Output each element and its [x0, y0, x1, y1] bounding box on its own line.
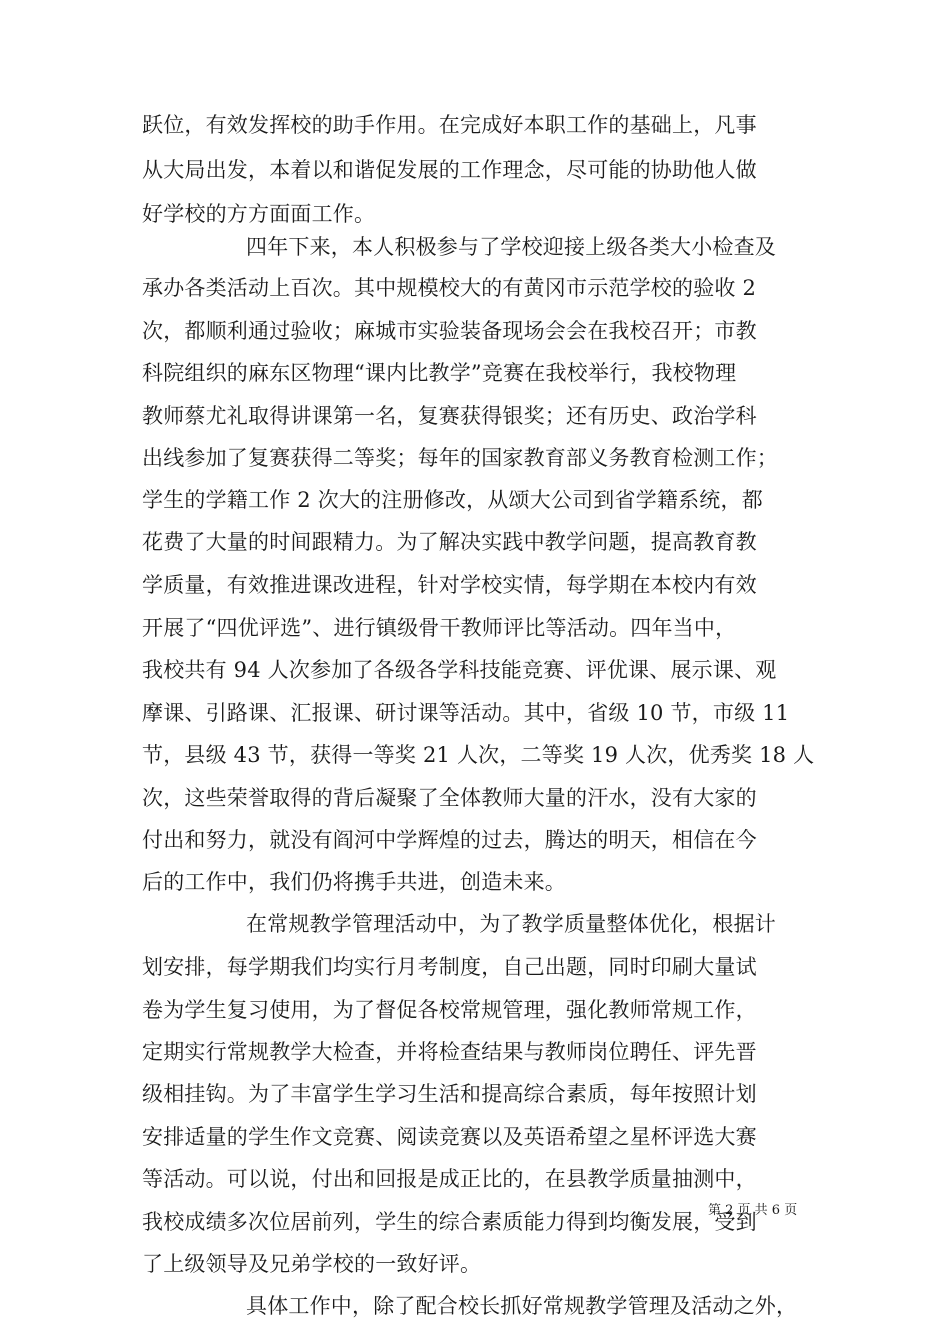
text-line: 级相挂钩。为了丰富学生学习生活和提高综合素质，每年按照计划	[142, 1082, 757, 1106]
text-line: 次，这些荣誉取得的背后凝聚了全体教师大量的汗水，没有大家的	[142, 786, 757, 810]
text-line: 科院组织的麻东区物理“课内比教学”竞赛在我校举行，我校物理	[142, 361, 737, 385]
text-line: 付出和努力，就没有阎河中学辉煌的过去，腾达的明天，相信在今	[142, 828, 757, 852]
text-line: 学质量，有效推进课改进程，针对学校实情，每学期在本校内有效	[142, 573, 757, 597]
text-line: 在常规教学管理活动中，为了教学质量整体优化，根据计	[246, 912, 776, 936]
text-line: 出线参加了复赛获得二等奖；每年的国家教育部义务教育检测工作；	[142, 446, 778, 470]
text-line: 承办各类活动上百次。其中规模校大的有黄冈市示范学校的验收 2	[142, 276, 757, 300]
text-line: 卷为学生复习使用，为了督促各校常规管理，强化教师常规工作，	[142, 998, 757, 1022]
text-line: 从大局出发，本着以和谐促发展的工作理念，尽可能的协助他人做	[142, 158, 757, 182]
page-number-footer: 第 2 页 共 6 页	[708, 1203, 798, 1218]
text-line: 节，县级 43 节，获得一等奖 21 人次，二等奖 19 人次，优秀奖 18 人	[142, 743, 815, 767]
text-line: 教师蔡尤礼取得讲课第一名，复赛获得银奖；还有历史、政治学科	[142, 404, 757, 428]
text-line: 我校成绩多次位居前列，学生的综合素质能力得到均衡发展，受到	[142, 1210, 757, 1234]
text-line: 具体工作中，除了配合校长抓好常规教学管理及活动之外，	[246, 1294, 798, 1318]
text-line: 我校共有 94 人次参加了各级各学科技能竞赛、评优课、展示课、观	[142, 658, 777, 682]
text-line: 好学校的方方面面工作。	[142, 202, 376, 226]
text-line: 等活动。可以说，付出和回报是成正比的，在县教学质量抽测中，	[142, 1167, 757, 1191]
text-line: 后的工作中，我们仍将携手共进，创造未来。	[142, 870, 566, 894]
text-line: 安排适量的学生作文竞赛、阅读竞赛以及英语希望之星杯评选大赛	[142, 1125, 757, 1149]
text-line: 划安排，每学期我们均实行月考制度，自己出题，同时印刷大量试	[142, 955, 757, 979]
text-line: 开展了“四优评选”、进行镇级骨干教师评比等活动。四年当中，	[142, 616, 737, 640]
text-line: 学生的学籍工作 2 次大的注册修改，从颂大公司到省学籍系统，都	[142, 488, 763, 512]
text-line: 花费了大量的时间跟精力。为了解决实践中教学问题，提高教育教	[142, 530, 757, 554]
text-line: 定期实行常规教学大检查，并将检查结果与教师岗位聘任、评先晋	[142, 1040, 757, 1064]
text-line: 次，都顺利通过验收；麻城市实验装备现场会会在我校召开；市教	[142, 319, 757, 343]
text-line: 四年下来，本人积极参与了学校迎接上级各类大小检查及	[246, 235, 776, 259]
text-line: 跃位，有效发挥校的助手作用。在完成好本职工作的基础上，凡事	[142, 113, 757, 137]
text-line: 摩课、引路课、汇报课、研讨课等活动。其中，省级 10 节，市级 11	[142, 701, 790, 725]
text-line: 了上级领导及兄弟学校的一致好评。	[142, 1252, 482, 1276]
